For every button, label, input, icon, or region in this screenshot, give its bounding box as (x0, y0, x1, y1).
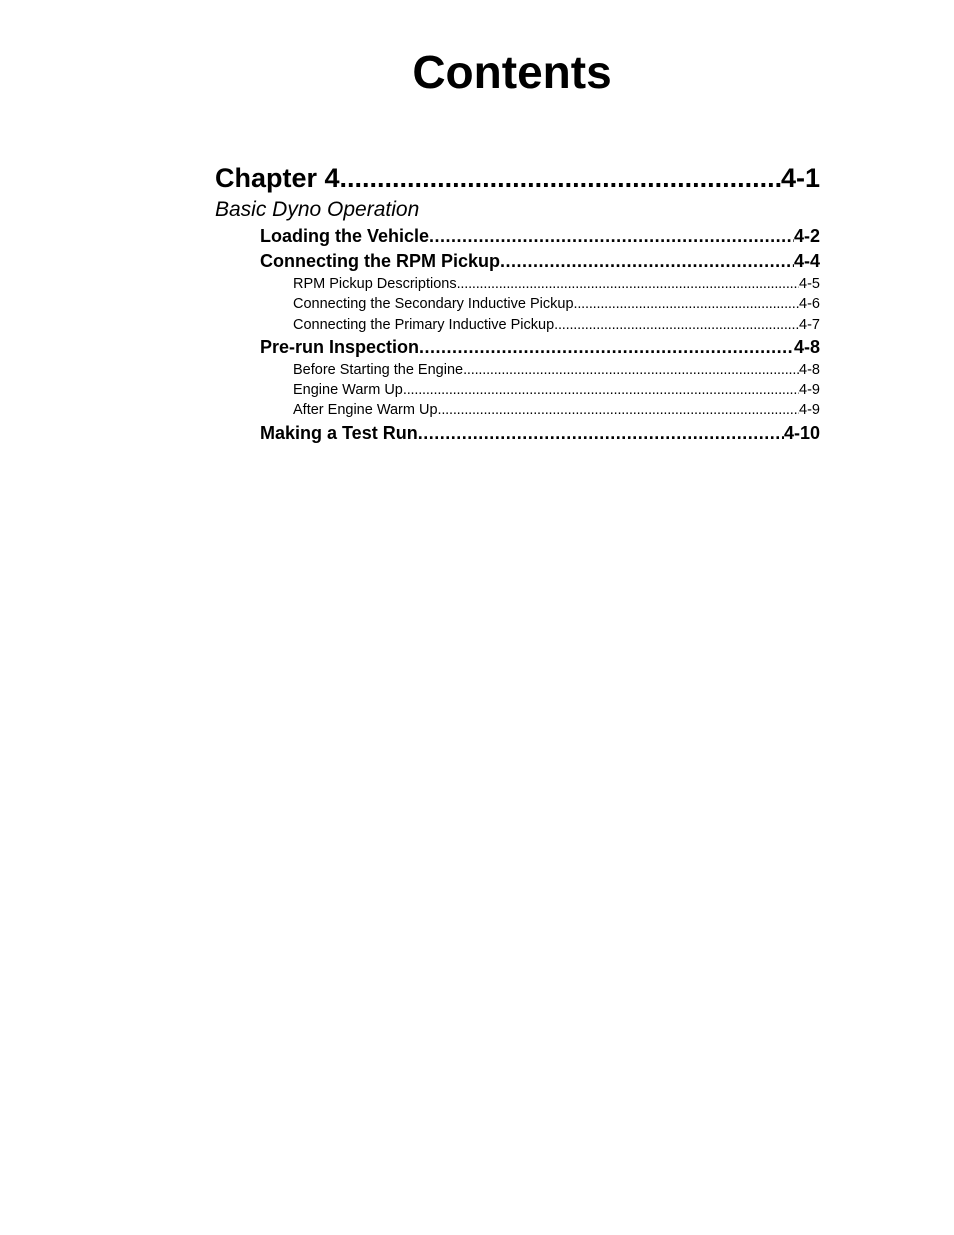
dot-leader (438, 400, 800, 420)
dot-leader (403, 380, 799, 400)
subsection-page-number: 4-5 (799, 276, 820, 292)
section-label: Pre-run Inspection (260, 336, 420, 357)
toc-section-entry[interactable] (260, 249, 820, 274)
dot-leader (500, 249, 794, 274)
toc-subsection-entry[interactable] (293, 400, 820, 420)
toc-section-entry[interactable] (260, 421, 820, 446)
chapter-page-number: 4-1 (780, 163, 820, 193)
section-label: Making a Test Run (260, 422, 418, 443)
subsection-page-number: 4-9 (799, 382, 820, 399)
dot-leader (340, 160, 781, 196)
toc-subsection-entry[interactable] (293, 360, 820, 380)
toc-subsection-entry[interactable] (293, 294, 820, 314)
dot-leader (429, 224, 794, 249)
dot-leader (554, 315, 799, 335)
section-label: Connecting the RPM Pickup (260, 251, 501, 271)
dot-leader (418, 421, 784, 446)
subsection-page-number: 4-7 (799, 316, 820, 333)
subsection-label: Connecting the Secondary Inductive Pickup (293, 296, 574, 313)
table-of-contents (215, 160, 820, 446)
subsection-page-number: 4-8 (799, 361, 820, 378)
toc-subsection-entry[interactable] (293, 274, 820, 294)
dot-leader (457, 274, 799, 294)
subsection-label: Connecting the Primary Inductive Pickup (293, 316, 555, 333)
dot-leader (419, 335, 794, 360)
section-page-number: 4-4 (793, 251, 820, 271)
subsection-page-number: 4-9 (799, 402, 820, 419)
chapter-subtitle: Basic Dyno Operation (215, 198, 420, 221)
toc-section-entry[interactable] (260, 335, 820, 360)
toc-sections (215, 224, 820, 446)
section-page-number: 4-10 (783, 422, 820, 443)
toc-chapter-entry[interactable] (215, 160, 820, 196)
section-page-number: 4-2 (793, 226, 820, 246)
page-title: Contents (412, 46, 612, 98)
subsection-label: After Engine Warm Up (293, 402, 438, 419)
chapter-label: Chapter 4 (215, 163, 340, 193)
toc-subsection-entry[interactable] (293, 315, 820, 335)
dot-leader (463, 360, 799, 380)
toc-section-entry[interactable] (260, 224, 820, 249)
toc-subsection-entry[interactable] (293, 380, 820, 400)
subsection-label: Before Starting the Engine (293, 361, 464, 378)
section-page-number: 4-8 (793, 336, 820, 357)
subsection-label: Engine Warm Up (293, 382, 403, 399)
subsection-label: RPM Pickup Descriptions (293, 276, 457, 292)
subsection-page-number: 4-6 (799, 296, 820, 313)
section-label: Loading the Vehicle (260, 226, 430, 246)
dot-leader (574, 294, 800, 314)
